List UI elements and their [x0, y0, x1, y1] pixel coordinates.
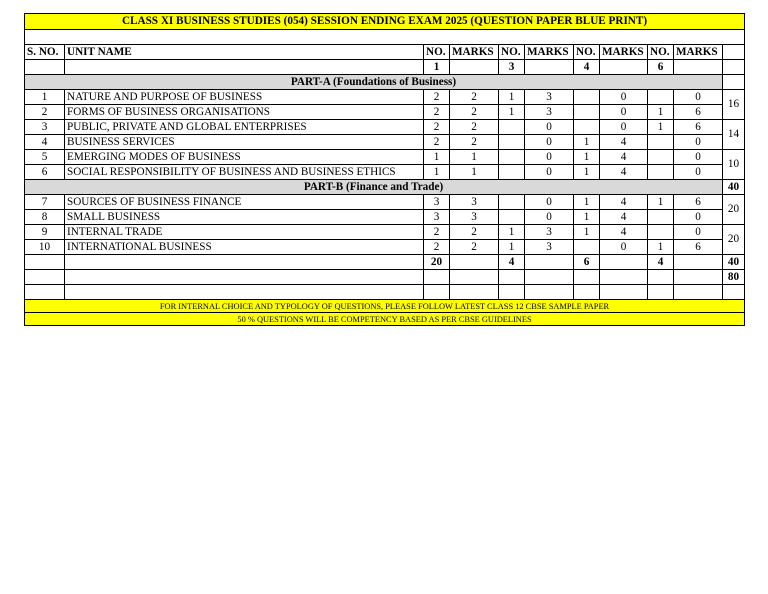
unit-n4 [574, 105, 600, 120]
unit-m6: 0 [674, 165, 723, 180]
unit-n4: 1 [574, 135, 600, 150]
marks-value-1: 1 [424, 60, 450, 75]
unit-m1: 3 [450, 210, 499, 225]
unit-m1: 3 [450, 195, 499, 210]
marks-value-3: 3 [499, 60, 525, 75]
unit-m3: 3 [525, 225, 574, 240]
unit-sno: 10 [25, 240, 65, 255]
unit-n4: 1 [574, 165, 600, 180]
blank-row [25, 285, 745, 300]
group-total: 20 [723, 225, 745, 255]
unit-n3: 1 [499, 225, 525, 240]
unit-n3 [499, 195, 525, 210]
unit-row [25, 90, 745, 105]
unit-m1: 2 [450, 90, 499, 105]
grand-total: 80 [723, 270, 745, 285]
unit-n1: 2 [424, 105, 450, 120]
unit-row [25, 105, 745, 120]
unit-n6 [648, 210, 674, 225]
unit-name: SOCIAL RESPONSIBILITY OF BUSINESS AND BUSINESS ETHICS [65, 165, 424, 180]
table-body [25, 14, 745, 326]
unit-row [25, 135, 745, 150]
marks-value-4: 4 [574, 60, 600, 75]
total-no-6: 4 [648, 255, 674, 270]
unit-n3 [499, 150, 525, 165]
unit-name: FORMS OF BUSINESS ORGANISATIONS [65, 105, 424, 120]
unit-name: BUSINESS SERVICES [65, 135, 424, 150]
col-header-marks-6: MARKS [674, 45, 723, 60]
unit-n4 [574, 240, 600, 255]
unit-row [25, 225, 745, 240]
unit-sno: 6 [25, 165, 65, 180]
part-a-row [25, 75, 745, 90]
col-header-sno: S. NO. [25, 45, 65, 60]
subtotal-marks: 40 [723, 255, 745, 270]
unit-m6: 6 [674, 105, 723, 120]
unit-m3: 3 [525, 105, 574, 120]
unit-row [25, 240, 745, 255]
unit-name: SMALL BUSINESS [65, 210, 424, 225]
unit-name: INTERNAL TRADE [65, 225, 424, 240]
part-a-heading: PART-A (Foundations of Business) [25, 75, 723, 90]
unit-sno: 5 [25, 150, 65, 165]
unit-m3: 0 [525, 165, 574, 180]
unit-n3 [499, 210, 525, 225]
unit-row [25, 195, 745, 210]
totals-row [25, 255, 745, 270]
title-row [25, 14, 745, 30]
unit-n3 [499, 120, 525, 135]
col-header-marks-1: MARKS [450, 45, 499, 60]
unit-n6 [648, 90, 674, 105]
unit-n1: 2 [424, 120, 450, 135]
unit-m4: 4 [600, 135, 648, 150]
unit-sno: 7 [25, 195, 65, 210]
group-total: 20 [723, 195, 745, 225]
unit-n1: 1 [424, 165, 450, 180]
unit-n3: 1 [499, 90, 525, 105]
unit-m4: 4 [600, 210, 648, 225]
unit-m1: 1 [450, 150, 499, 165]
unit-name: SOURCES OF BUSINESS FINANCE [65, 195, 424, 210]
unit-n6: 1 [648, 240, 674, 255]
unit-n6: 1 [648, 120, 674, 135]
unit-m4: 4 [600, 195, 648, 210]
unit-n4: 1 [574, 150, 600, 165]
unit-sno: 8 [25, 210, 65, 225]
unit-sno: 9 [25, 225, 65, 240]
col-header-unit: UNIT NAME [65, 45, 424, 60]
unit-sno: 2 [25, 105, 65, 120]
unit-n6 [648, 225, 674, 240]
unit-n1: 2 [424, 90, 450, 105]
unit-n3: 1 [499, 240, 525, 255]
col-header-no-3: NO. [499, 45, 525, 60]
total-no-1: 20 [424, 255, 450, 270]
unit-n3: 1 [499, 105, 525, 120]
unit-m4: 0 [600, 105, 648, 120]
unit-m1: 2 [450, 120, 499, 135]
group-total: 10 [723, 150, 745, 180]
unit-m6: 6 [674, 195, 723, 210]
unit-name: PUBLIC, PRIVATE AND GLOBAL ENTERPRISES [65, 120, 424, 135]
unit-m3: 3 [525, 240, 574, 255]
footer-row-1 [25, 300, 745, 313]
unit-n4 [574, 120, 600, 135]
unit-n3 [499, 165, 525, 180]
unit-m3: 0 [525, 210, 574, 225]
unit-n6 [648, 135, 674, 150]
unit-row [25, 150, 745, 165]
unit-m4: 4 [600, 165, 648, 180]
footer-note-competency: 50 % QUESTIONS WILL BE COMPETENCY BASED AS PER CBSE GUIDELINES [25, 313, 745, 326]
footer-row-2 [25, 313, 745, 326]
col-header-no-1: NO. [424, 45, 450, 60]
unit-m3: 0 [525, 135, 574, 150]
col-header-no-6: NO. [648, 45, 674, 60]
part-b-row [25, 180, 745, 195]
unit-m6: 0 [674, 225, 723, 240]
unit-m1: 1 [450, 165, 499, 180]
unit-sno: 1 [25, 90, 65, 105]
unit-m4: 0 [600, 240, 648, 255]
unit-m4: 4 [600, 225, 648, 240]
unit-n4: 1 [574, 195, 600, 210]
group-total: 14 [723, 120, 745, 150]
col-header-marks-4: MARKS [600, 45, 648, 60]
unit-n4: 1 [574, 210, 600, 225]
unit-row [25, 165, 745, 180]
unit-m3: 0 [525, 195, 574, 210]
blueprint-table [24, 13, 745, 326]
unit-n6: 1 [648, 105, 674, 120]
marks-value-row [25, 60, 745, 75]
part-b-total: 40 [723, 180, 745, 195]
unit-n4: 1 [574, 225, 600, 240]
unit-name: NATURE AND PURPOSE OF BUSINESS [65, 90, 424, 105]
spacer-row [25, 30, 745, 45]
unit-m1: 2 [450, 225, 499, 240]
total-no-3: 4 [499, 255, 525, 270]
unit-sno: 3 [25, 120, 65, 135]
header-row [25, 45, 745, 60]
unit-m6: 6 [674, 240, 723, 255]
unit-m3: 3 [525, 90, 574, 105]
col-header-no-4: NO. [574, 45, 600, 60]
unit-n6 [648, 165, 674, 180]
unit-m6: 0 [674, 210, 723, 225]
unit-m3: 0 [525, 150, 574, 165]
unit-n6: 1 [648, 195, 674, 210]
unit-n1: 3 [424, 195, 450, 210]
unit-row [25, 210, 745, 225]
marks-value-6: 6 [648, 60, 674, 75]
unit-n3 [499, 135, 525, 150]
unit-sno: 4 [25, 135, 65, 150]
total-no-4: 6 [574, 255, 600, 270]
unit-m6: 0 [674, 150, 723, 165]
unit-n1: 2 [424, 225, 450, 240]
unit-n1: 1 [424, 150, 450, 165]
unit-n6 [648, 150, 674, 165]
unit-n1: 2 [424, 135, 450, 150]
grand-total-row [25, 270, 745, 285]
unit-n1: 2 [424, 240, 450, 255]
unit-n1: 3 [424, 210, 450, 225]
col-header-marks-3: MARKS [525, 45, 574, 60]
unit-m4: 0 [600, 90, 648, 105]
unit-m4: 0 [600, 120, 648, 135]
unit-m6: 6 [674, 120, 723, 135]
footer-note-typology: FOR INTERNAL CHOICE AND TYPOLOGY OF QUESTIONS, PLEASE FOLLOW LATEST CLASS 12 CBSE SAMPLE PAPER [25, 300, 745, 313]
document-title: CLASS XI BUSINESS STUDIES (054) SESSION ENDING EXAM 2025 (QUESTION PAPER BLUE PRINT) [25, 14, 745, 30]
group-total: 16 [723, 90, 745, 120]
unit-m3: 0 [525, 120, 574, 135]
unit-name: INTERNATIONAL BUSINESS [65, 240, 424, 255]
unit-m1: 2 [450, 240, 499, 255]
unit-n4 [574, 90, 600, 105]
part-b-heading: PART-B (Finance and Trade) [25, 180, 723, 195]
unit-row [25, 120, 745, 135]
unit-m4: 4 [600, 150, 648, 165]
unit-m1: 2 [450, 135, 499, 150]
unit-m1: 2 [450, 105, 499, 120]
unit-name: EMERGING MODES OF BUSINESS [65, 150, 424, 165]
unit-m6: 0 [674, 90, 723, 105]
unit-m6: 0 [674, 135, 723, 150]
